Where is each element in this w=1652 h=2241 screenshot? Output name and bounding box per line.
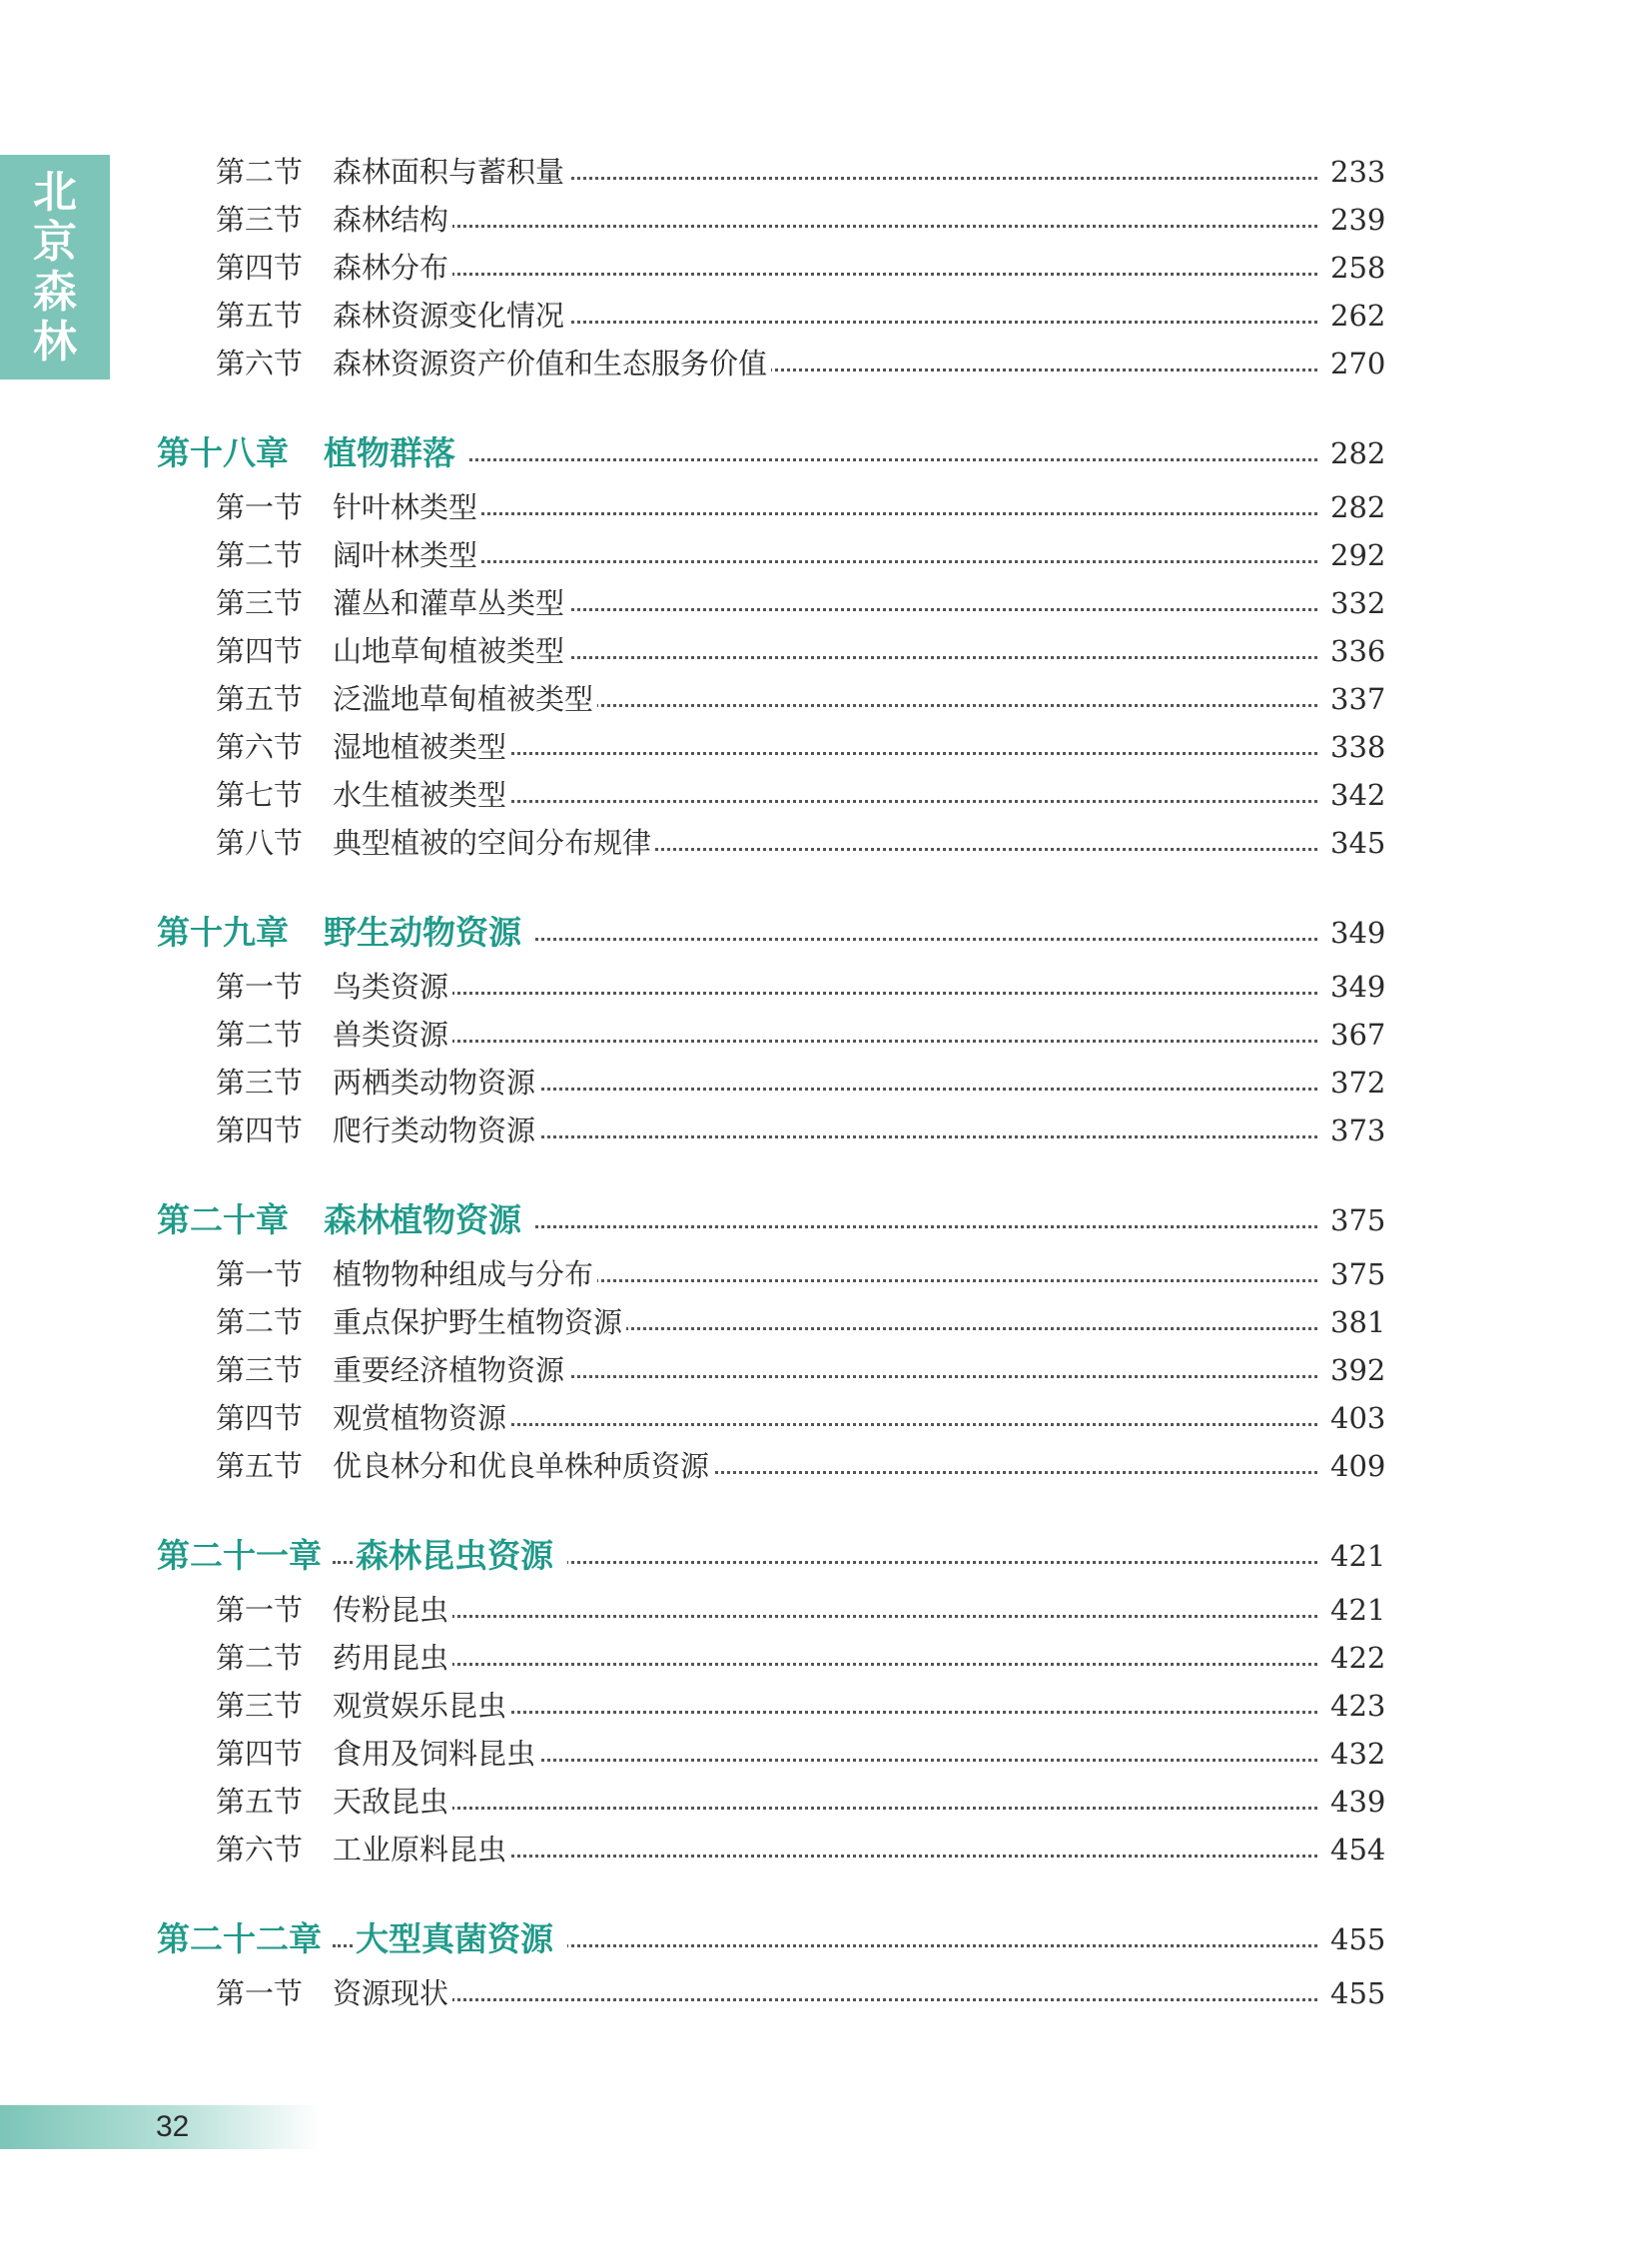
toc-section-row[interactable] — [0, 1302, 1652, 1342]
section-title: 重要经济植物资源 — [333, 1350, 568, 1390]
dot-leader — [333, 225, 1317, 228]
section-number: 第七节 — [216, 778, 304, 812]
chapter-title: 野生动物资源 — [324, 913, 535, 953]
section-number: 第二节 — [216, 538, 304, 572]
toc-section-row[interactable] — [0, 152, 1652, 192]
section-number: 第二节 — [216, 1018, 304, 1052]
dot-leader — [333, 992, 1317, 995]
chapter-number: 第十九章 — [157, 913, 289, 952]
side-tab-char: 林 — [33, 316, 77, 368]
section-number: 第三节 — [216, 1353, 304, 1387]
section-title: 森林资源变化情况 — [333, 296, 568, 336]
page-reference: 409 — [1330, 1449, 1386, 1483]
chapter-title: 森林昆虫资源 — [356, 1536, 567, 1576]
page-number: 32 — [156, 2110, 190, 2143]
page-reference: 432 — [1330, 1737, 1386, 1771]
toc-section-row[interactable] — [0, 487, 1652, 527]
dot-leader — [333, 1040, 1317, 1043]
page-reference: 233 — [1330, 155, 1386, 189]
section-title: 森林分布 — [333, 248, 452, 288]
toc-chapter-row[interactable] — [0, 913, 1652, 953]
chapter-title: 森林植物资源 — [324, 1200, 535, 1240]
page-reference: 403 — [1330, 1401, 1386, 1435]
toc-section-row[interactable] — [0, 1063, 1652, 1103]
section-number: 第五节 — [216, 299, 304, 333]
side-tab-char: 森 — [33, 266, 77, 318]
toc-section-row[interactable] — [0, 1111, 1652, 1150]
dot-leader — [333, 1663, 1317, 1666]
toc-section-row[interactable] — [0, 1973, 1652, 2013]
section-number: 第四节 — [216, 1114, 304, 1147]
section-title: 植物物种组成与分布 — [333, 1254, 597, 1294]
section-number: 第五节 — [216, 682, 304, 716]
section-number: 第四节 — [216, 251, 304, 285]
page-reference: 422 — [1330, 1641, 1386, 1675]
page-reference: 439 — [1330, 1785, 1386, 1819]
toc-section-row[interactable] — [0, 1350, 1652, 1390]
toc-section-row[interactable] — [0, 1782, 1652, 1822]
chapter-number: 第二十二章 — [157, 1919, 322, 1958]
toc-chapter-row[interactable] — [0, 1200, 1652, 1240]
dot-leader — [333, 1998, 1317, 2001]
toc-section-row[interactable] — [0, 727, 1652, 767]
section-title: 天敌昆虫 — [333, 1782, 452, 1822]
section-title: 工业原料昆虫 — [333, 1830, 510, 1869]
section-title: 观赏娱乐昆虫 — [333, 1686, 510, 1726]
section-number: 第三节 — [216, 1689, 304, 1723]
toc-section-row[interactable] — [0, 200, 1652, 240]
toc-section-row[interactable] — [0, 1015, 1652, 1055]
page-reference: 373 — [1330, 1114, 1386, 1147]
page-reference: 392 — [1330, 1353, 1386, 1387]
chapter-number: 第十八章 — [157, 433, 289, 472]
section-number: 第一节 — [216, 1593, 304, 1627]
page-reference: 282 — [1330, 436, 1386, 470]
toc-section-row[interactable] — [0, 1734, 1652, 1774]
page-reference: 332 — [1330, 586, 1386, 620]
dot-leader — [333, 1807, 1317, 1810]
side-tab-char: 京 — [33, 216, 77, 268]
section-title: 鸟类资源 — [333, 967, 452, 1007]
section-title: 水生植被类型 — [333, 775, 510, 815]
toc-chapter-row[interactable] — [0, 433, 1652, 473]
section-number: 第六节 — [216, 347, 304, 380]
toc-section-row[interactable] — [0, 1254, 1652, 1294]
toc-chapter-row[interactable] — [0, 1919, 1652, 1959]
page-reference: 367 — [1330, 1018, 1386, 1052]
page-reference: 455 — [1330, 1922, 1386, 1956]
section-title: 阔叶林类型 — [333, 535, 481, 575]
toc-section-row[interactable] — [0, 296, 1652, 336]
toc-section-row[interactable] — [0, 1398, 1652, 1438]
section-number: 第四节 — [216, 1401, 304, 1435]
section-number: 第四节 — [216, 634, 304, 668]
section-number: 第一节 — [216, 1976, 304, 2010]
section-title: 湿地植被类型 — [333, 727, 510, 767]
page-reference: 292 — [1330, 538, 1386, 572]
dot-leader — [333, 273, 1317, 276]
section-title: 山地草甸植被类型 — [333, 631, 568, 671]
section-title: 药用昆虫 — [333, 1638, 452, 1678]
section-number: 第四节 — [216, 1737, 304, 1771]
page-reference: 375 — [1330, 1257, 1386, 1291]
toc-section-row[interactable] — [0, 344, 1652, 383]
toc-section-row[interactable] — [0, 631, 1652, 671]
page-reference: 421 — [1330, 1539, 1386, 1573]
section-number: 第五节 — [216, 1449, 304, 1483]
page-reference: 338 — [1330, 730, 1386, 764]
section-number: 第一节 — [216, 970, 304, 1004]
page-reference: 423 — [1330, 1689, 1386, 1723]
section-title: 两栖类动物资源 — [333, 1063, 539, 1103]
section-title: 针叶林类型 — [333, 487, 481, 527]
section-number: 第三节 — [216, 1066, 304, 1100]
section-number: 第二节 — [216, 155, 304, 189]
page-reference: 372 — [1330, 1066, 1386, 1100]
section-title: 森林结构 — [333, 200, 452, 240]
page-reference: 262 — [1330, 299, 1386, 333]
page-reference: 342 — [1330, 778, 1386, 812]
dot-leader — [333, 1615, 1317, 1618]
page-reference: 454 — [1330, 1833, 1386, 1867]
page-reference: 336 — [1330, 634, 1386, 668]
section-number: 第三节 — [216, 203, 304, 237]
section-title: 资源现状 — [333, 1973, 452, 2013]
section-title: 泛滥地草甸植被类型 — [333, 679, 597, 719]
page-reference: 239 — [1330, 203, 1386, 237]
section-number: 第六节 — [216, 1833, 304, 1867]
section-number: 第八节 — [216, 826, 304, 860]
page-reference: 349 — [1330, 970, 1386, 1004]
toc-section-row[interactable] — [0, 1830, 1652, 1869]
section-title: 食用及饲料昆虫 — [333, 1734, 539, 1774]
section-title: 典型植被的空间分布规律 — [333, 823, 655, 863]
toc-section-row[interactable] — [0, 248, 1652, 288]
toc-chapter-row[interactable] — [0, 1536, 1652, 1576]
toc-section-row[interactable] — [0, 679, 1652, 719]
page-reference: 375 — [1330, 1203, 1386, 1237]
toc-section-row[interactable] — [0, 1638, 1652, 1678]
toc-section-row[interactable] — [0, 535, 1652, 575]
section-title: 优良林分和优良单株种质资源 — [333, 1446, 713, 1486]
toc-section-row[interactable] — [0, 823, 1652, 863]
section-title: 传粉昆虫 — [333, 1590, 452, 1630]
section-title: 森林资源资产价值和生态服务价值 — [333, 344, 771, 383]
page-reference: 345 — [1330, 826, 1386, 860]
section-number: 第六节 — [216, 730, 304, 764]
section-title: 森林面积与蓄积量 — [333, 152, 568, 192]
side-tab-char: 北 — [33, 166, 77, 218]
section-number: 第二节 — [216, 1305, 304, 1339]
page-reference: 270 — [1330, 347, 1386, 380]
toc-section-row[interactable] — [0, 775, 1652, 815]
section-title: 灌丛和灌草丛类型 — [333, 583, 568, 623]
chapter-title: 大型真菌资源 — [356, 1919, 567, 1959]
page-reference: 258 — [1330, 251, 1386, 285]
section-title: 爬行类动物资源 — [333, 1111, 539, 1150]
section-number: 第二节 — [216, 1641, 304, 1675]
toc-section-row[interactable] — [0, 967, 1652, 1007]
page-reference: 337 — [1330, 682, 1386, 716]
toc-section-row[interactable] — [0, 1686, 1652, 1726]
chapter-title: 植物群落 — [324, 433, 469, 473]
toc-section-row[interactable] — [0, 1446, 1652, 1486]
section-number: 第三节 — [216, 586, 304, 620]
section-title: 重点保护野生植物资源 — [333, 1302, 626, 1342]
section-number: 第一节 — [216, 1257, 304, 1291]
chapter-number: 第二十章 — [157, 1200, 289, 1239]
section-number: 第五节 — [216, 1785, 304, 1819]
section-number: 第一节 — [216, 490, 304, 524]
toc-section-row[interactable] — [0, 1590, 1652, 1630]
section-title: 兽类资源 — [333, 1015, 452, 1055]
section-title: 观赏植物资源 — [333, 1398, 510, 1438]
page-reference: 455 — [1330, 1976, 1386, 2010]
page-reference: 421 — [1330, 1593, 1386, 1627]
dot-leader — [333, 458, 1317, 461]
page-reference: 381 — [1330, 1305, 1386, 1339]
chapter-number: 第二十一章 — [157, 1536, 322, 1575]
page-reference: 282 — [1330, 490, 1386, 524]
toc-section-row[interactable] — [0, 583, 1652, 623]
page-reference: 349 — [1330, 916, 1386, 950]
